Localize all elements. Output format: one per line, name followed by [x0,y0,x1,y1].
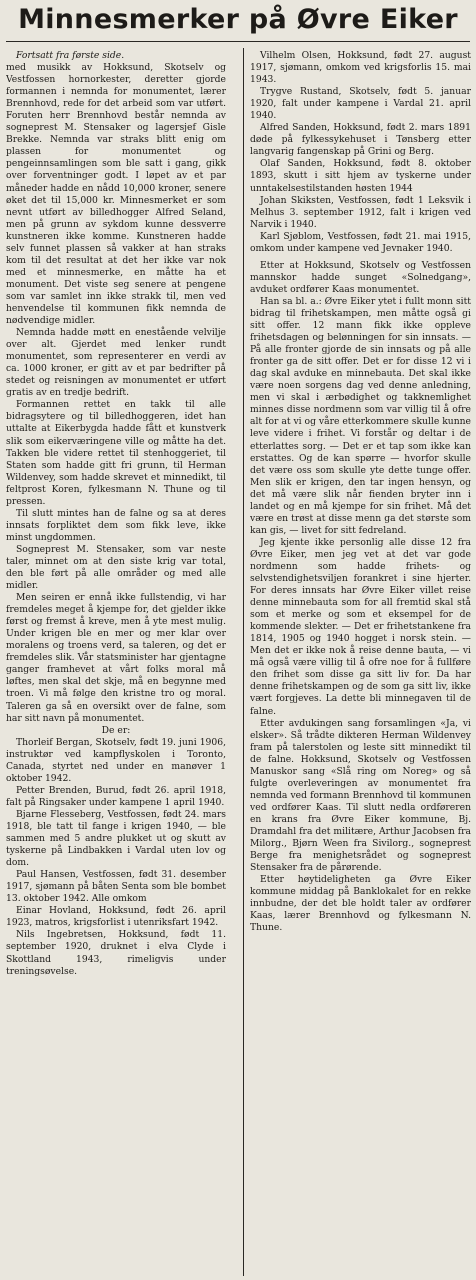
article-paragraph: Jeg kjente ikke personlig alle disse 12 fra Øvre Eiker, men jeg vet at det var gode nordmenn som hadde frihets- og selvstendighetsviljen forankret i sine hjerter. For deres innsats har Øvre Eiker villet reise denne minnebauta som for all fremtid skal stå som et merke og som et eksempel for de kommende slekter. — Det er frihetstankene fra 1814, 1905 og 1940 hogget i norsk stein. — Men det er ikke nok å reise denne bauta, — vi må også være villig til å ofre noe for å fullføre den frihet som disse ga sitt liv for. Da har denne frihetskampen og de som ga sitt liv, ikke vært forgjeves. La dette bli minnegaven til de falne. [250,536,471,717]
article-paragraph: Petter Brenden, Burud, født 26. april 1918, falt på Ringsaker under kampene 1 april 1940. [6,784,226,808]
article-paragraph: Thorleif Bergan, Skotselv, født 19. juni 1906, instruktør ved kampflyskolen i Toronto, Canada, styrtet ned under en manøver 1 oktober 1942. [6,736,226,784]
article-paragraph: Olaf Sanden, Hokksund, født 8. oktober 1893, skutt i sitt hjem av tyskerne under unntakelsestilstanden høsten 1944 [250,158,471,194]
article-paragraph: Paul Hansen, Vestfossen, født 31. desember 1917, sjømann på båten Senta som ble bombet 13. oktober 1942. Alle omkom [6,869,226,905]
article-paragraph: Formannen rettet en takk til alle bidragsytere og til billedhoggeren, idet han uttalte at Eikerbygda hadde fått et kunstverk slik som eikerværingene ville og måtte ha det. Takken ble videre rettet til stenhoggeriet, til Staten som hadde gitt fri grunn, til Herman Wildenvey, som hadde skrevet et minnedikt, til feltprost Koren, fylkesmann N. Thune og til pressen. [6,399,226,507]
article-paragraph: Einar Hovland, Hokksund, født 26. april 1923, matros, krigsforlist i utenriksfart 1942. [6,905,226,929]
top-rule [6,41,470,42]
headline: Minnesmerker på Øvre Eiker [18,4,458,35]
article-paragraph: Etter høytideligheten ga Øvre Eiker kommune middag på Banklokalet for en rekke innbudne, der det ble holdt taler av ordfører Kaas, lærer Brennhovd og fylkesmann N. Thune. [250,874,471,934]
left-column [6,50,226,1270]
article-paragraph: med musikk av Hokksund, Skotselv og Vestfossen hornorkester, deretter gjorde formannen i nemnda for monumentet, lærer Brennhovd, rede for det arbeid som var utført. Foruten herr Brennhovd består nemnda av sogneprest M. Stensaker og lagersjef Gisle Brekke. Nemnda var straks blitt enig om plassen for monumentet og pengeinnsamlingen som ble satt i gang, gikk over forventninger godt. I løpet av et par måneder hadde en nådd 10,000 kroner, senere øket det til 15,000 kr. Minnesmerket er som nevnt utført av billedhogger Alfred Seland, men på grunn av sykdom kunne dessverre kunstneren ikke komme. Kunstneren hadde selv funnet plassen så vakker at han straks kom til det resultat at det her ikke var nok med et minnesmerke, en måtte ha et monument. Det viste seg senere at pengene som var samlet inn ikke strakk til, men ved henvendelse til kommunen fikk nemnda de nødvendige midler. [6,62,226,327]
article-paragraph: Karl Sjøblom, Vestfossen, født 21. mai 1915, omkom under kampene ved Jevnaker 1940. [250,230,471,254]
article-paragraph: Fortsatt fra første side. [16,50,125,61]
column-divider [243,48,244,1276]
article-paragraph: Men seiren er ennå ikke fullstendig, vi har fremdeles meget å kjempe for, det gjelder ikke først og fremst å kreve, men å yte mest mulig. Under krigen ble en mer og mer klar over moralens og troens verd, sa taleren, og det er fremdeles slik. Vår statsminister har gjentagne ganger framhevet at vårt folks moral må løftes, men skal det skje, må en begynne med troen. Vi må følge den kristne tro og moral. Taleren ga så en oversikt over de falne, som har sitt navn på monumentet. [6,592,226,724]
article-paragraph: Han sa bl. a.: Øvre Eiker ytet i fullt monn sitt bidrag til frihetskampen, men måtte også gi sitt offer. 12 mann fikk ikke oppleve frihetsdagen og belønningen for sin innsats. — På alle fronter gjorde de sin innsats og på alle fronter ga de sitt offer. Det er for disse 12 vi i dag skal avduke en minnebauta. Det skal ikke være noen sorgens dag ved denne anledning, men vi skal i ærbødighet og takknemlighet minnes disse nordmenn som var villig til å ofre alt for at vi og våre etterkommere skulle kunne leve videre i frihet. Vi forstår og deltar i de etterlattes sorg. — Det er et tap som ikke kan erstattes. Og de kan spørre — hvorfor skulle det være oss som skulle yte dette tunge offer. Men slik er krigen, den tar ingen hensyn, og det må være slik når fienden bryter inn i landet og en må kjempe for sin frihet. Må det være en trøst at disse menn ga det største som kan gis, — livet for sitt fedreland. [250,295,471,536]
article-paragraph: Bjarne Flesseberg, Vestfossen, født 24. mars 1918, ble tatt til fange i krigen 1940, — ble sammen med 5 andre plukket ut og skutt av tyskerne på Lindbakken i Vardal uten lov og dom. [6,808,226,869]
right-column [250,50,471,1270]
article-paragraph: Nils Ingebretsen, Hokksund, født 11. september 1920, druknet i elva Clyde i Skottland 1943, rimeligvis under treningsøvelse. [6,929,226,977]
article-paragraph: Nemnda hadde møtt en enestående velvilje over alt. Gjerdet med lenker rundt monumentet, som representerer en verdi av ca. 1000 kroner, er gitt av et par bedrifter på stedet og reisningen av monumentet er utført gratis av en tredje bedrift. [6,327,226,399]
article-paragraph: Vilhelm Olsen, Hokksund, født 27. august 1917, sjømann, omkom ved krigsforlis 15. mai 1943. [250,50,471,86]
article-paragraph: De er: [101,724,131,736]
article-paragraph: Alfred Sanden, Hokksund, født 2. mars 1891 døde på fylkessykehuset i Tønsberg etter langvarig fangenskap på Grini og Berg. [250,122,471,158]
article-paragraph: Trygve Rustand, Skotselv, født 5. januar 1920, falt under kampene i Vardal 21. april 1940. [250,86,471,122]
article-paragraph: Etter at Hokksund, Skotselv og Vestfossen mannskor hadde sunget «Solnedgang», avduket ordfører Kaas monumentet. [250,259,471,295]
article-paragraph: Johan Skiksten, Vestfossen, født 1 Leksvik i Melhus 3. september 1912, falt i krigen ved Narvik i 1940. [250,194,471,230]
article-paragraph: Sogneprest M. Stensaker, som var neste taler, minnet om at den siste krig var total, den ble ført på alle områder og med alle midler. [6,543,226,592]
article-paragraph: Etter avdukingen sang forsamlingen «Ja, vi elsker». Så trådte dikteren Herman Wildenvey fram på talerstolen og leste sitt minnedikt til de falne. Hokksund, Skotselv og Vestfossen Manuskor sang «Slå ring om Noreg» og så fulgte overleveringen av monumentet fra nemnda ved formann Brennhovd til kommunen ved ordfører Kaas. Til slutt nedla ordføreren en krans fra Øvre Eiker kommune, Bj. Dramdahl fra det militære, Arthur Jacobsen fra Milorg., Bjørn Ween fra Sivilorg., sogneprest Berge fra menighetsrådet og sogneprest Stensaker fra de pårørende. [250,717,471,874]
article-paragraph: Til slutt mintes han de falne og sa at deres innsats forpliktet dem som fikk leve, ikke minst ungdommen. [6,507,226,543]
